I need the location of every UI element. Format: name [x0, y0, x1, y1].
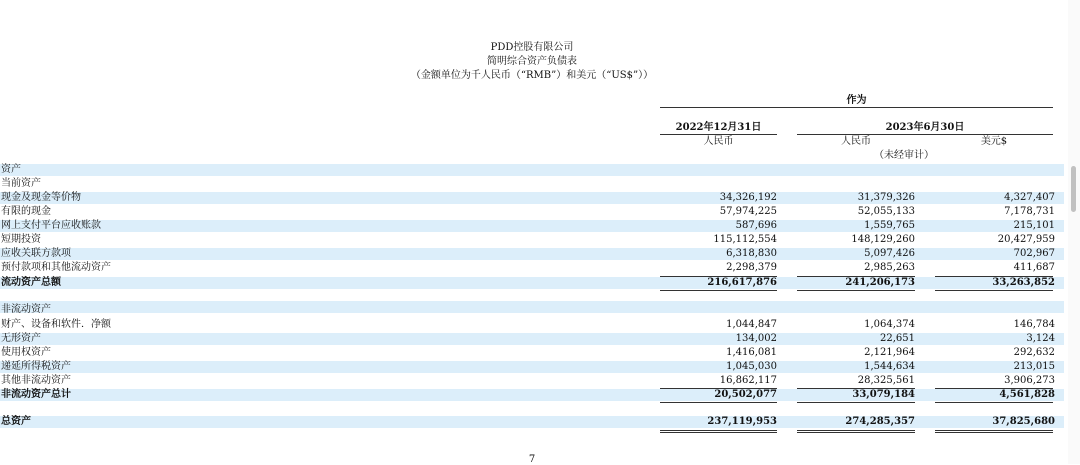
table-row [0, 403, 1064, 415]
value-2023-rmb: 28,325,561 [857, 375, 915, 386]
value-2023-usd: 3,906,273 [1004, 375, 1055, 386]
row-label: 流动资产总额 [1, 277, 61, 288]
row-label: 递延所得税资产 [1, 361, 71, 372]
table-row-total [0, 389, 1064, 401]
row-label: 有限的现金 [1, 206, 51, 217]
as-of-label: 作为 [846, 95, 867, 106]
value-2023-usd: 7,178,731 [1004, 206, 1055, 217]
value-2023-usd: 4,561,828 [999, 389, 1055, 400]
value-2023-usd: 411,687 [1013, 262, 1055, 273]
table-row [0, 304, 1064, 316]
value-2022: 20,502,077 [714, 389, 777, 400]
noncurrent-rule-c3 [935, 388, 1053, 389]
subtotal-rule-c1 [660, 276, 777, 277]
row-label: 总资产 [1, 416, 31, 427]
row-label: 短期投资 [1, 234, 41, 245]
row-label: 资产 [1, 164, 21, 175]
noncurrent-rule-c2 [797, 388, 915, 389]
table-row [0, 164, 1064, 176]
table-row [0, 248, 1064, 260]
vertical-scrollbar[interactable] [1068, 0, 1080, 464]
value-2023-rmb: 5,097,426 [864, 248, 915, 259]
value-2023-rmb: 1,544,634 [864, 361, 915, 372]
value-2022: 57,974,225 [719, 206, 777, 217]
row-label: 现金及现金等价物 [1, 192, 81, 203]
row-label: 无形资产 [1, 333, 41, 344]
grand-total-double-rule-c3 [935, 430, 1053, 433]
value-2022: 216,617,876 [707, 277, 777, 288]
table-row [0, 375, 1064, 387]
value-2022: 587,696 [735, 220, 777, 231]
value-2023-rmb: 31,379,326 [857, 192, 915, 203]
date-2022-rule [660, 134, 777, 135]
total-current-rule-c3 [935, 290, 1053, 291]
value-2023-rmb: 1,559,765 [864, 220, 915, 231]
row-label: 当前资产 [1, 178, 41, 189]
noncurrent-total-rule-c1 [660, 402, 777, 403]
value-2023-rmb: 274,285,357 [845, 416, 915, 427]
value-2022: 1,416,081 [726, 347, 777, 358]
value-2023-usd: 33,263,852 [992, 277, 1055, 288]
value-2022: 16,862,117 [719, 375, 777, 386]
row-label: 非流动资产总计 [1, 389, 71, 400]
scrollbar-thumb[interactable] [1071, 166, 1076, 212]
total-current-rule-c2 [797, 290, 915, 291]
grand-total-double-rule-c2 [797, 430, 915, 433]
row-label: 其他非流动资产 [1, 375, 71, 386]
date-2023-rule [797, 134, 1053, 135]
noncurrent-total-rule-c2 [797, 402, 915, 403]
units-note: （金额单位为千人民币（“RMB”）和美元（“US$”）） [410, 70, 654, 81]
table-row-total [0, 277, 1064, 289]
value-2023-usd: 3,124 [1026, 333, 1055, 344]
value-2023-rmb: 2,121,964 [864, 347, 915, 358]
value-2023-usd: 213,015 [1013, 361, 1055, 372]
table-row [0, 220, 1064, 232]
table-row [0, 234, 1064, 246]
value-2023-usd: 146,784 [1013, 319, 1055, 330]
value-2023-usd: 292,632 [1013, 347, 1055, 358]
row-label: 应收关联方款项 [1, 248, 71, 259]
value-2023-rmb: 22,651 [880, 333, 915, 344]
value-2023-usd: 4,327,407 [1004, 192, 1055, 203]
value-2023-usd: 702,967 [1013, 248, 1055, 259]
table-row [0, 206, 1064, 218]
value-2022: 134,002 [735, 333, 777, 344]
row-label: 预付款项和其他流动资产 [1, 262, 111, 273]
value-2022: 2,298,379 [726, 262, 777, 273]
grand-total-double-rule-c1 [660, 430, 777, 433]
page-number: 7 [528, 454, 536, 465]
value-2023-rmb: 148,129,260 [851, 234, 915, 245]
col3-currency: 美元$ [980, 136, 1008, 147]
header-top-rule [660, 107, 1053, 108]
total-current-rule-c1 [660, 290, 777, 291]
value-2023-rmb: 1,064,374 [864, 319, 915, 330]
value-2023-usd: 215,101 [1013, 220, 1055, 231]
value-2022: 6,318,830 [726, 248, 777, 259]
table-row [0, 178, 1064, 190]
value-2022: 1,045,030 [726, 361, 777, 372]
subtotal-rule-c2 [797, 276, 915, 277]
table-row [0, 347, 1064, 359]
statement-title: 简明综合资产负债表 [487, 56, 577, 67]
col1-currency: 人民币 [703, 136, 734, 147]
row-label: 网上支付平台应收账款 [1, 220, 101, 231]
value-2023-rmb: 241,206,173 [845, 277, 915, 288]
company-name: PDD控股有限公司 [490, 42, 574, 53]
table-row [0, 262, 1064, 274]
col2-currency: 人民币 [841, 136, 871, 147]
row-label: 财产、设备和软件．净额 [1, 319, 111, 330]
row-label: 使用权资产 [1, 347, 51, 358]
value-2023-usd: 37,825,680 [992, 416, 1055, 427]
table-row-grand-total [0, 416, 1064, 428]
value-2023-rmb: 33,079,184 [852, 389, 915, 400]
unaudited-label: （未经审计） [874, 150, 934, 161]
table-row [0, 192, 1064, 204]
table-row [0, 361, 1064, 373]
row-label: 非流动资产 [1, 304, 51, 315]
value-2022: 237,119,953 [707, 416, 777, 427]
value-2023-usd: 20,427,959 [997, 234, 1055, 245]
value-2023-rmb: 52,055,133 [857, 206, 915, 217]
noncurrent-rule-c1 [660, 388, 777, 389]
table-row [0, 333, 1064, 345]
value-2022: 34,326,192 [719, 192, 777, 203]
noncurrent-total-rule-c3 [935, 402, 1053, 403]
value-2023-rmb: 2,985,263 [864, 262, 915, 273]
date-2022-label: 2022年12月31日 [675, 122, 762, 133]
table-row [0, 319, 1064, 331]
value-2022: 115,112,554 [713, 234, 777, 245]
subtotal-rule-c3 [935, 276, 1053, 277]
value-2022: 1,044,847 [726, 319, 777, 330]
date-2023-label: 2023年6月30日 [885, 122, 965, 133]
